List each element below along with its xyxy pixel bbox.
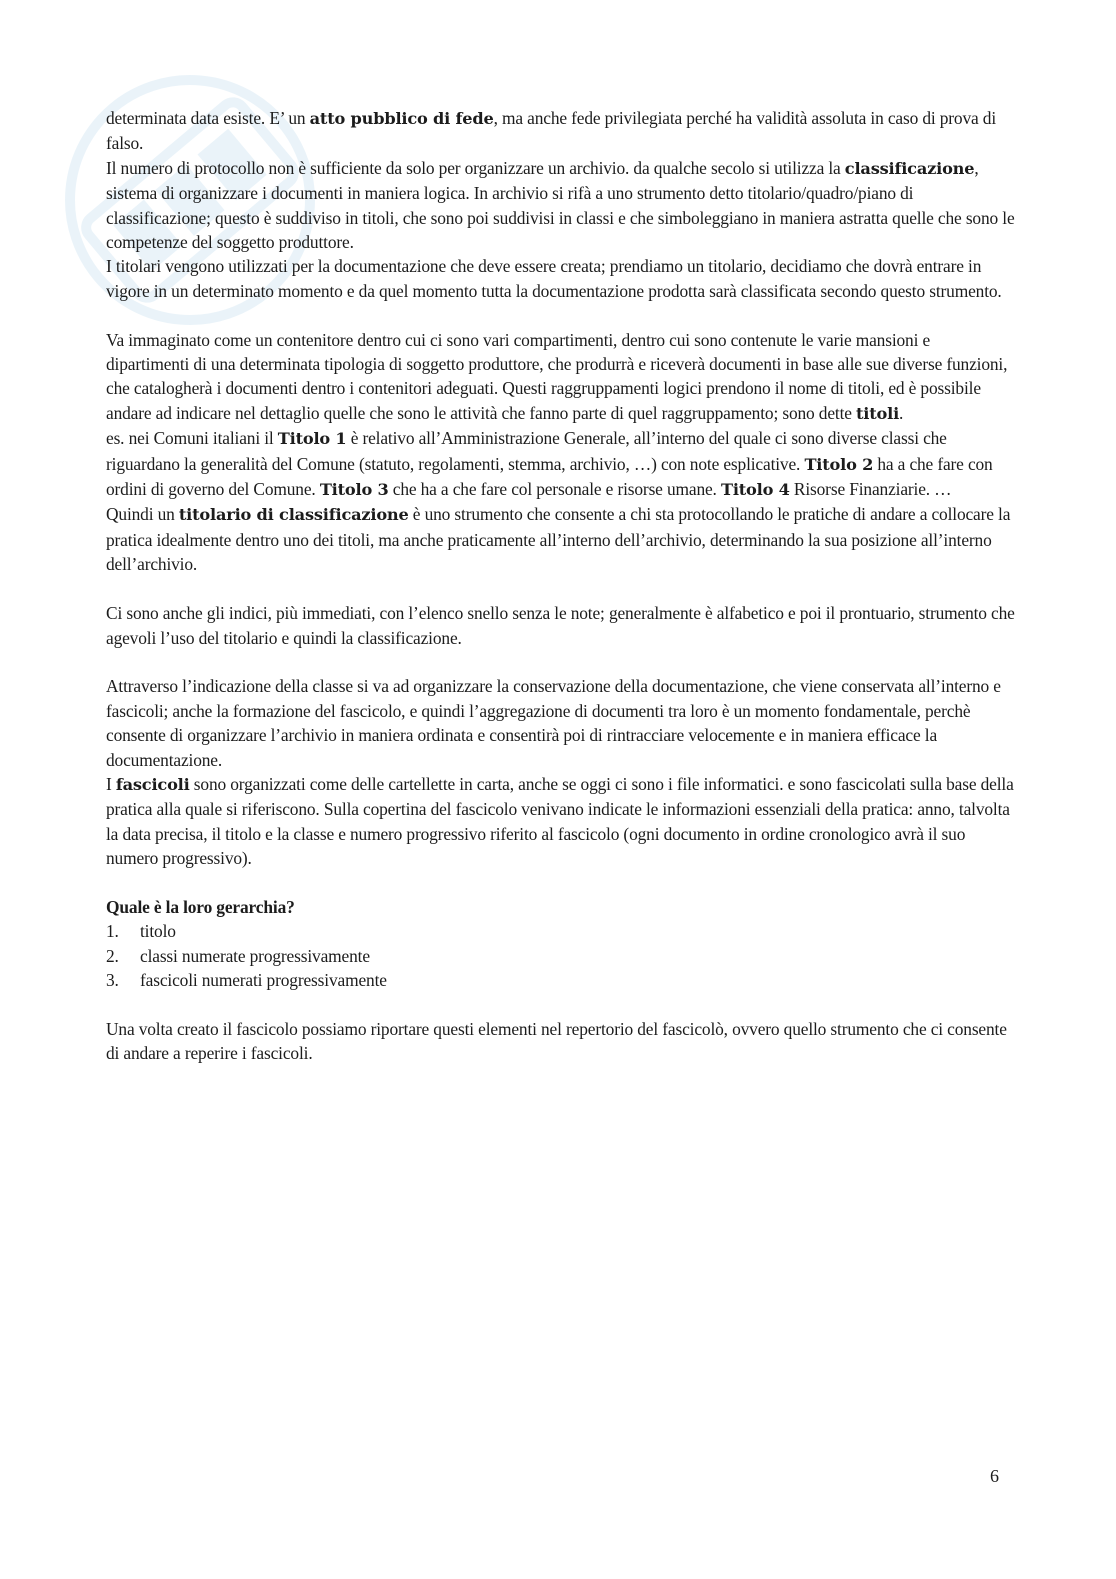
bold-term: classificazione bbox=[844, 158, 975, 178]
paragraph-titolario: Quindi un titolario di classificazione è uno strumento che consente a chi sta protocollando le pratiche di andare a collocare la pratica idealmente dentro uno dei titoli, ma anche praticamente all’interno dell’archivio, determinando la sua posizione all’interno dell’archivio. bbox=[106, 504, 1011, 575]
page-number: 6 bbox=[990, 1466, 999, 1486]
paragraph-classe: Attraverso l’indicazione della classe si va ad organizzare la conservazione della documentazione, che viene conservata all’interno e fascicoli; anche la formazione del fascicolo, e quindi l’aggregazione di documenti tra loro è un momento fondamentale, perchè consente di organizzare l’archivio in maniera ordinata e consentirà poi di rintracciare velocemente e in maniera efficace la documentazione. bbox=[106, 676, 1001, 770]
bold-term: titolario di classificazione bbox=[178, 505, 409, 525]
paragraph-titolari: I titolari vengono utilizzati per la documentazione che deve essere creata; prendiamo un titolario, decidiamo che dovrà entrare in vigore in un determinato momento e da quel momento tutta la documentazione prodotta sarà classificata secondo questo strumento. bbox=[106, 256, 1002, 301]
bold-term: Titolo 1 bbox=[277, 429, 347, 449]
list-item: 1. titolo bbox=[106, 921, 176, 942]
paragraph-contenitore: Va immaginato come un contenitore dentro cui ci sono vari compartimenti, dentro cui sono contenute le varie mansioni e dipartimenti di una determinata tipologia di soggetto produttore, che produrrà e riceverà documenti in base alle sue diverse funzioni, che catalogherà i documenti dentro i contenitori adeguati. Questi raggruppamenti logici prendono il nome di titoli, ed è possibile andare ad indicare nel dettaglio quelle che sono le attività che fanno parte di quel raggruppamento; sono dette titoli. bbox=[106, 329, 1008, 423]
paragraph-indici: Ci sono anche gli indici, più immediati, con l’elenco snello senza le note; generalmente è alfabetico e poi il prontuario, strumento che agevoli l’uso del titolario e quindi la classificazione. bbox=[106, 603, 1015, 648]
bold-term: fascicoli bbox=[115, 774, 190, 794]
bold-term: Titolo 3 bbox=[319, 480, 389, 500]
bold-term: Titolo 2 bbox=[804, 454, 874, 474]
document-body bbox=[106, 106, 1016, 1066]
hierarchy-list bbox=[106, 919, 1016, 992]
paragraph-atto-pubblico: determinata data esiste. E’ un atto pubblico di fede, ma anche fede privilegiata perché ha validità assoluta in caso di prova di falso. bbox=[106, 108, 997, 154]
paragraph-esempio-comuni: es. nei Comuni italiani il Titolo 1 è relativo all’Amministrazione Generale, all’interno del quale ci sono diverse classi che riguardano la generalità del Comune (statuto, regolamenti, stemma, archivio, …) con note esplicative. Titolo 2 ha a che fare con ordini di governo del Comune. Titolo 3 che ha a che fare col personale e risorse umane. Titolo 4 Risorse Finanziarie. … bbox=[106, 428, 993, 500]
list-item: 2. classi numerate progressivamente bbox=[106, 945, 370, 966]
paragraph-classificazione: Il numero di protocollo non è sufficiente da solo per organizzare un archivio. da qualche secolo si utilizza la classificazione, sistema di organizzare i documenti in maniera logica. In archivio si rifà a uno strumento detto titolario/quadro/piano di classificazione; questo è suddiviso in titoli, che sono poi suddivisi in classi e che simboleggiano in maniera astratta quelle che sono le competenze del soggetto produttore. bbox=[106, 157, 1015, 253]
section-heading: Quale è la loro gerarchia? bbox=[106, 896, 295, 917]
bold-term: titoli bbox=[856, 403, 900, 423]
paragraph-fascicoli: I fascicoli sono organizzati come delle cartellette in carta, anche se oggi ci sono i file informatici. e sono fascicolati sulla base della pratica alla quale si riferiscono. Sulla copertina del fascicolo venivano indicate le informazioni essenziali della pratica: anno, talvolta la data precisa, il titolo e la classe e numero progressivo riferito al fascicolo (ogni documento in ordine cronologico avrà il suo numero progressivo). bbox=[106, 773, 1014, 869]
paragraph-repertorio: Una volta creato il fascicolo possiamo riportare questi elementi nel repertorio del fascicolò, ovvero quello strumento che ci consente di andare a reperire i fascicoli. bbox=[106, 1018, 1007, 1064]
list-item: 3. fascicoli numerati progressivamente bbox=[106, 970, 387, 991]
bold-term: atto pubblico di fede bbox=[309, 109, 494, 128]
bold-term: Titolo 4 bbox=[720, 480, 790, 500]
